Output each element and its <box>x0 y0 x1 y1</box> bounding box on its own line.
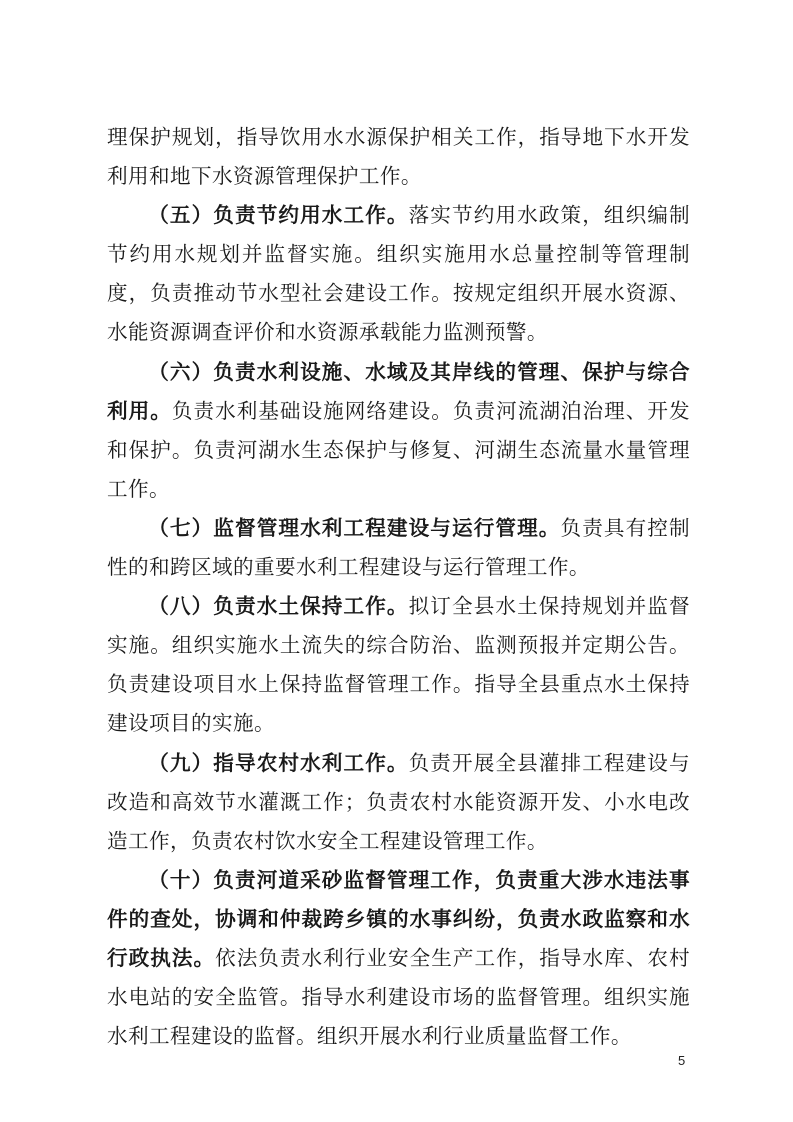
paragraph-body: 拟订全县水土保持规划并监督实施。组织实施水土流失的综合防治、监测预报并定期公告。负责建设项目水上保持监督管理工作。指导全县重点水土保持建设项目的实施。 <box>107 594 690 736</box>
paragraph-heading: （九）指导农村水利工作。 <box>148 750 409 775</box>
paragraph-body: 负责开展全县灌排工程建设与改造和高效节水灌溉工作；负责农村水能资源开发、小水电改造工作，负责农村饮水安全工程建设管理工作。 <box>107 750 690 853</box>
paragraph-item-7 <box>107 509 690 587</box>
paragraph-body: 落实节约用水政策，组织编制节约用水规划并监督实施。组织实施用水总量控制等管理制度，负责推动节水型社会建设工作。按规定组织开展水资源、水能资源调查评价和水资源承载能力监测预警。 <box>107 203 690 345</box>
page-number: 5 <box>678 1053 686 1068</box>
paragraph-item-8 <box>107 587 690 743</box>
paragraph-continuation <box>107 118 690 196</box>
paragraph-heading: （五）负责节约用水工作。 <box>148 203 409 228</box>
paragraph-item-9 <box>107 744 690 861</box>
paragraph-item-6 <box>107 353 690 509</box>
paragraph-heading: （六）负责水利设施、水域及其岸线的管理、保护与综合利用。 <box>107 359 690 423</box>
paragraph-heading: （七）监督管理水利工程建设与运行管理。 <box>148 515 561 540</box>
paragraph-item-5 <box>107 196 690 352</box>
paragraph-body: 负责具有控制性的和跨区域的重要水利工程建设与运行管理工作。 <box>107 515 690 580</box>
paragraph-body: 负责水利基础设施网络建设。负责河流湖泊治理、开发和保护。负责河湖水生态保护与修复、河湖生态流量水量管理工作。 <box>107 398 690 501</box>
paragraph-heading: （八）负责水土保持工作。 <box>148 594 409 619</box>
paragraph-item-10 <box>107 861 690 1056</box>
document-body <box>107 118 690 1056</box>
paragraph-body: 依法负责水利行业安全生产工作，指导水库、农村水电站的安全监管。指导水利建设市场的监督管理。组织实施水利工程建设的监督。组织开展水利行业质量监督工作。 <box>107 945 690 1049</box>
paragraph-body: 理保护规划，指导饮用水水源保护相关工作，指导地下水开发利用和地下水资源管理保护工作。 <box>107 125 690 189</box>
paragraph-heading: （十）负责河道采砂监督管理工作，负责重大涉水违法事件的查处，协调和仲裁跨乡镇的水事纠纷，负责水政监察和水行政执法。 <box>107 867 690 970</box>
